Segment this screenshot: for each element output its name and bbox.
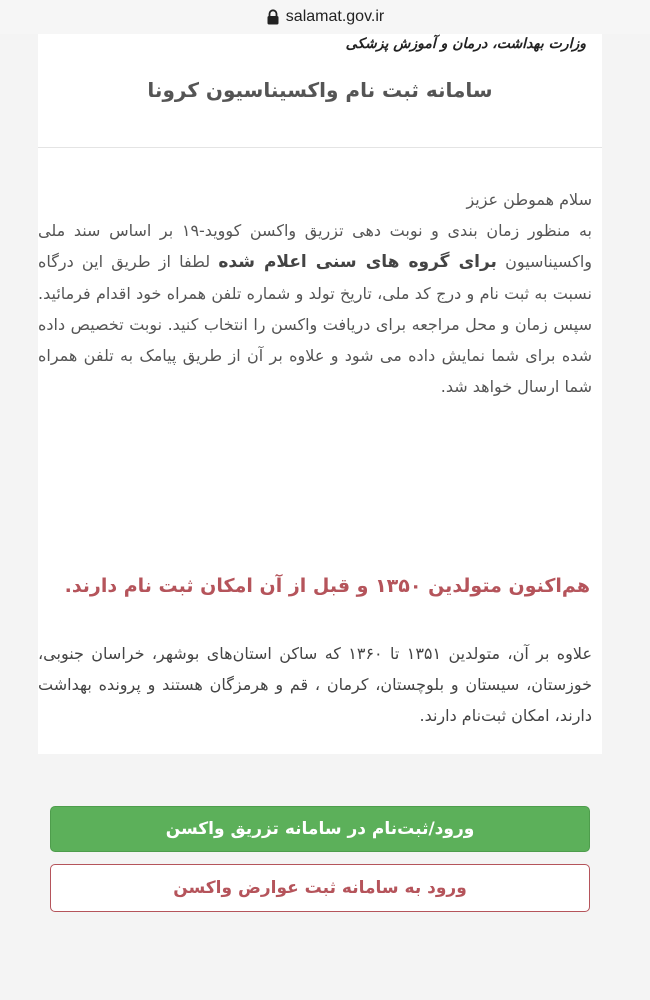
ministry-logo-text: وزارت بهداشت، درمان و آموزش پزشکی <box>345 36 586 52</box>
browser-url: salamat.gov.ir <box>285 8 385 25</box>
intro-paragraph-part2: لطفا از طریق این درگاه نسبت به ثبت نام و درج کد ملی، تاریخ تولد و شماره تلفن همراه خود اقدام فرمائید. سپس زمان و محل مراجعه برای دریافت واکسن را انتخاب کنید. نوبت تخصیص داده شده برای شما نمایش داده می شود و علاوه بر آن از طریق پیامک به تلفن همراه شما ارسال خواهد شد. <box>38 252 592 396</box>
browser-address-bar[interactable] <box>0 0 650 34</box>
page-title: سامانه ثبت نام واکسیناسیون کرونا <box>147 78 493 102</box>
intro-paragraph <box>38 215 592 402</box>
age-groups-highlight: برای گروه های سنی اعلام شده <box>218 252 497 272</box>
title-divider <box>38 147 602 148</box>
vaccine-registration-button[interactable]: ورود/ثبت‌نام در سامانه تزریق واکسن <box>50 806 590 852</box>
registration-card <box>38 34 602 754</box>
intro-text <box>38 184 592 402</box>
eligibility-detail: علاوه بر آن، متولدین ۱۳۵۱ تا ۱۳۶۰ که ساکن استان‌های بوشهر، خراسان جنوبی، خوزستان، سیستان و بلوچستان، کرمان ، قم و هرمزگان هستند و پرونده بهداشت دارند، امکان ثبت‌نام دارند. <box>38 644 592 725</box>
side-effects-registration-button[interactable]: ورود به سامانه ثبت عوارض واکسن <box>50 864 590 912</box>
greeting: سلام هموطن عزیز <box>466 190 592 209</box>
eligibility-notice: هم‌اکنون متولدین ۱۳۵۰ و قبل از آن امکان ثبت نام دارند. <box>64 575 590 597</box>
intro-paragraph-part1: به منظور زمان بندی و نوبت دهی تزریق واکسن کووید-۱۹ بر اساس سند ملی واکسیناسیون <box>38 221 593 271</box>
lock-icon <box>266 9 280 25</box>
